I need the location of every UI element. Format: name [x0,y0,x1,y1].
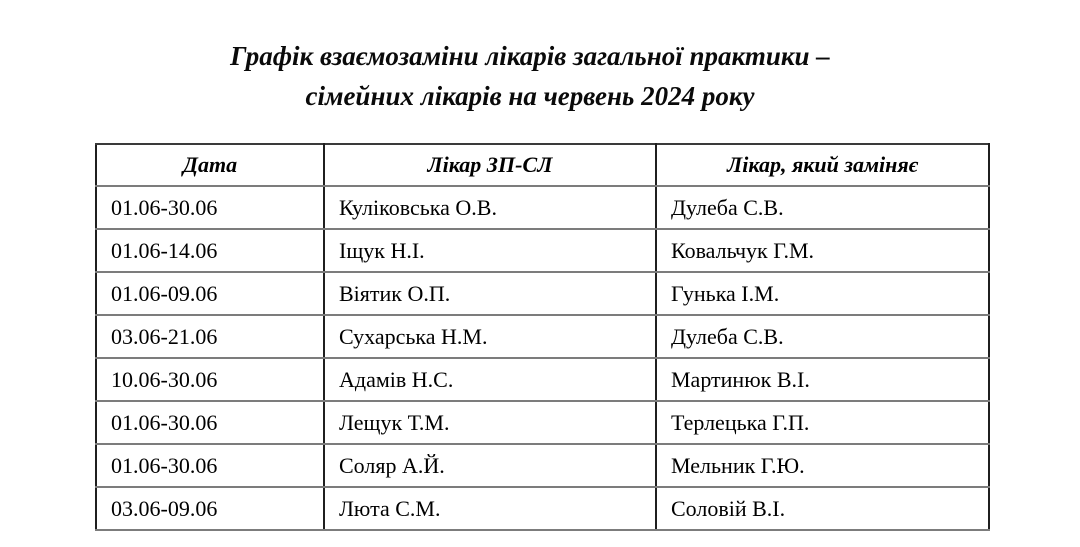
substitute-doctor-cell: Мельник Г.Ю. [656,444,989,487]
date-cell: 10.06-30.06 [96,358,324,401]
table-row [96,229,989,272]
date-cell: 01.06-30.06 [96,401,324,444]
table-body [96,186,989,530]
table-row [96,272,989,315]
table-row [96,315,989,358]
document-title-line-2: сімейних лікарів на червень 2024 року [305,81,755,111]
header-substitute-doctor: Лікар, який заміняє [656,144,989,186]
doctor-cell: Лещук Т.М. [324,401,656,444]
substitute-doctor-cell: Дулеба С.В. [656,315,989,358]
substitute-doctor-cell: Гунька І.М. [656,272,989,315]
doctor-cell: Сухарська Н.М. [324,315,656,358]
table-row [96,487,989,530]
date-cell: 01.06-30.06 [96,444,324,487]
doctor-cell: Віятик О.П. [324,272,656,315]
date-cell: 01.06-14.06 [96,229,324,272]
substitute-doctor-cell: Дулеба С.В. [656,186,989,229]
doctor-cell: Соляр А.Й. [324,444,656,487]
header-doctor: Лікар ЗП-СЛ [324,144,656,186]
table-row [96,401,989,444]
doctor-cell: Адамів Н.С. [324,358,656,401]
doctor-cell: Іщук Н.І. [324,229,656,272]
substitute-doctor-cell: Соловій В.І. [656,487,989,530]
doctor-cell: Люта С.М. [324,487,656,530]
table-row [96,186,989,229]
header-date: Дата [96,144,324,186]
substitute-doctor-cell: Терлецька Г.П. [656,401,989,444]
substitute-doctor-cell: Ковальчук Г.М. [656,229,989,272]
table-header [96,144,989,186]
header-row [96,144,989,186]
date-cell: 01.06-09.06 [96,272,324,315]
doctor-cell: Куліковська О.В. [324,186,656,229]
date-cell: 01.06-30.06 [96,186,324,229]
substitute-doctor-cell: Мартинюк В.І. [656,358,989,401]
substitution-schedule-table [95,143,990,531]
document-title [0,36,1060,116]
document-title-line-1: Графік взаємозаміни лікарів загальної практики – [230,41,830,71]
date-cell: 03.06-21.06 [96,315,324,358]
table-row [96,444,989,487]
date-cell: 03.06-09.06 [96,487,324,530]
table-row [96,358,989,401]
